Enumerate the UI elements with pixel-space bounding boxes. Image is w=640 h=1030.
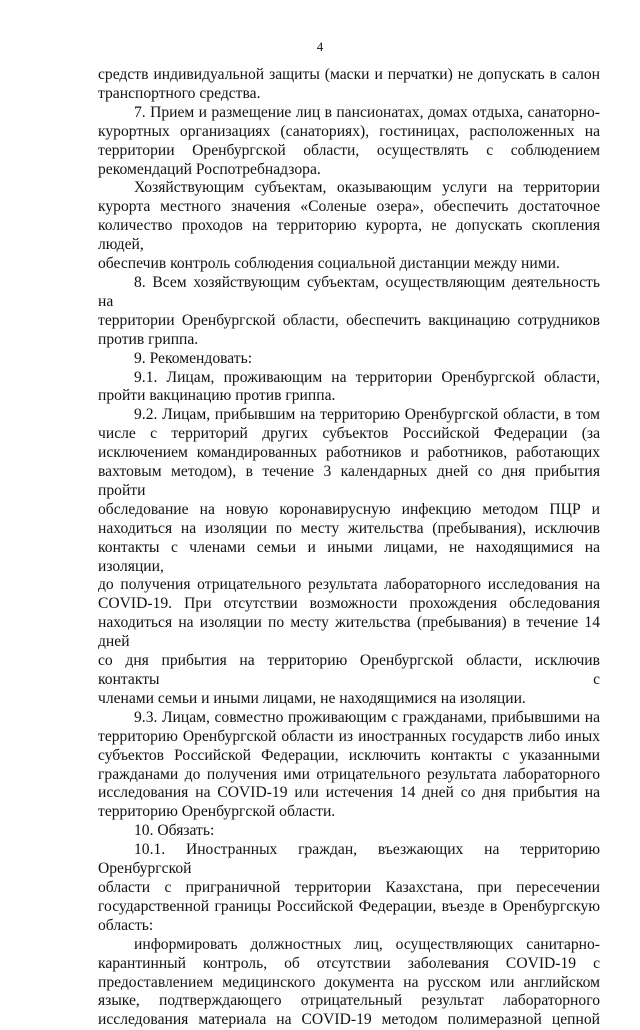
text-line: обеспечив контроль соблюдения социальной дистанции между ними. — [98, 255, 560, 273]
text-line: числе с территорий других субъектов Российской Федерации (за — [98, 425, 600, 443]
text-line: со дня прибытия на территорию Оренбургской области, исключив контакты с — [98, 652, 600, 688]
text-line: области с приграничной территории Казахстана, при пересечении — [98, 878, 600, 896]
text-line: 7. Прием и размещение лиц в пансионатах, домах отдыха, санаторно- — [134, 103, 600, 121]
page-number: 4 — [316, 39, 324, 54]
text-line: 9.2. Лицам, прибывшим на территорию Оренбургской области, в том — [134, 406, 600, 424]
text-line: контакты с членами семьи и иными лицами, не находящимися на изоляции, — [98, 538, 600, 575]
document-body — [98, 66, 600, 1030]
text-line: 9. Рекомендовать: — [134, 349, 253, 367]
text-line: область: — [98, 916, 154, 934]
text-line: языке, подтверждающего отрицательный результат лабораторного — [98, 992, 600, 1010]
text-line: находиться на изоляции по месту жительства (пребывания), исключив — [98, 519, 600, 537]
text-line: вахтовым методом), в течение 3 календарных дней со дня прибытия пройти — [98, 463, 600, 499]
text-line: территорию Оренбургской области из иностранных государств либо иных — [98, 727, 600, 745]
text-line: находиться на изоляции по месту жительства (пребывания) в течение 14 дней — [98, 614, 600, 651]
text-line: рекомендаций Роспотребнадзора. — [98, 160, 321, 178]
text-line: транспортного средства. — [98, 84, 261, 102]
text-line: пройти вакцинацию против гриппа. — [98, 387, 336, 405]
text-line: карантинный контроль, об отсутствии заболевания COVID-19 с — [98, 954, 600, 972]
text-line: COVID-19. При отсутствии возможности прохождения обследования — [98, 595, 600, 613]
text-line: исключением командированных работников и работников, работающих — [98, 444, 600, 462]
text-line: средств индивидуальной защиты (маски и перчатки) не допускать в салон — [98, 66, 600, 83]
text-line: 8. Всем хозяйствующим субъектам, осуществляющим деятельность на — [98, 273, 600, 310]
text-line: исследования материала на COVID-19 методом полимеразной цепной — [98, 1011, 600, 1029]
text-line: субъектов Российской Федерации, исключить контакты с указанными — [98, 746, 600, 764]
text-line: территорию Оренбургской области. — [98, 803, 336, 821]
text-line: членами семьи и иными лицами, не находящимися на изоляции. — [98, 689, 526, 707]
text-line: обследование на новую коронавирусную инфекцию методом ПЦР и — [98, 500, 600, 518]
text-line: 10.1. Иностранных граждан, въезжающих на территорию Оренбургской — [98, 841, 600, 878]
text-line: курортных организациях (санаториях), гостиницах, расположенных на — [98, 122, 600, 140]
text-line: государственной границы Российской Федерации, въезде в Оренбургскую — [98, 897, 600, 915]
text-line: до получения отрицательного результата лабораторного исследования на — [98, 576, 600, 594]
text-line: курорта местного значения «Соленые озера», обеспечить достаточное — [98, 198, 600, 216]
text-line: 9.1. Лицам, проживающим на территории Оренбургской области, — [134, 368, 600, 386]
text-line: территории Оренбургской области, обеспечить вакцинацию сотрудников — [98, 311, 600, 329]
text-line: 10. Обязать: — [134, 822, 215, 840]
text-line: гражданами до получения ими отрицательного результата лабораторного — [98, 765, 600, 783]
text-line: исследования на COVID-19 или истечения 14 дней со дня прибытия на — [98, 784, 600, 802]
text-line: 9.3. Лицам, совместно проживающим с гражданами, прибывшими на — [134, 708, 600, 726]
text-line: предоставлением медицинского документа на русском или английском — [98, 973, 600, 991]
text-line: количество проходов на территорию курорта, не допускать скопления людей, — [98, 217, 600, 254]
text-line: против гриппа. — [98, 330, 199, 348]
text-line: Хозяйствующим субъектам, оказывающим услуги на территории — [134, 179, 600, 197]
text-line: территории Оренбургской области, осуществлять с соблюдением — [98, 141, 600, 159]
text-line: информировать должностных лиц, осуществляющих санитарно- — [134, 935, 600, 953]
